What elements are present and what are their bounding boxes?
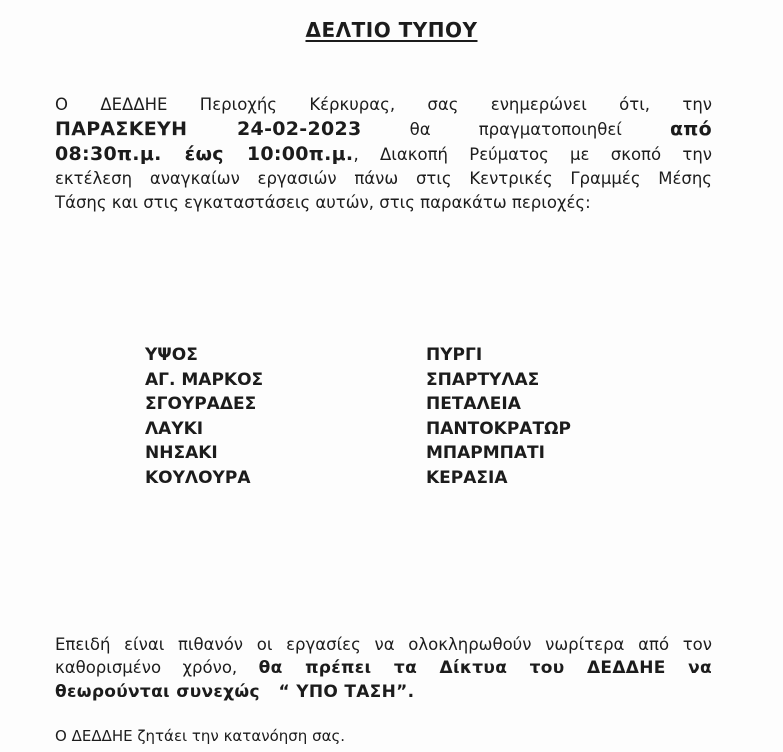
area-item: ΝΗΣΑΚΙ [145, 443, 218, 463]
closing-paragraph [55, 633, 712, 704]
outage-date: ΠΑΡΑΣΚΕΥΗ 24-02-2023 [55, 118, 362, 140]
areas-left-column [145, 343, 263, 490]
area-item: ΜΠΑΡΜΠΑΤΙ [426, 443, 545, 463]
closing-line-1: Επειδή είναι πιθανόν οι εργασίες να ολοκληρωθούν νωρίτερα από τον [55, 635, 712, 654]
outage-time: 08:30π.μ. έως 10:00π.μ. [55, 143, 354, 165]
area-item: ΥΨΟΣ [145, 345, 198, 365]
from-word: από [669, 118, 712, 140]
area-item: ΣΠΑΡΤΥΛΑΣ [426, 369, 540, 390]
live-network-warning: θα πρέπει τα Δίκτυα του ΔΕΔΔΗΕ να [258, 658, 713, 678]
area-item: ΛΑΥΚΙ [145, 418, 204, 439]
intro-line-4: εκτέλεση αναγκαίων εργασιών πάνω στις Κεντρικές Γραμμές Μέσης [55, 169, 712, 188]
intro-line-5: Τάσης και στις εγκαταστάσεις αυτών, στις παρακάτω περιοχές: [55, 193, 591, 212]
intro-paragraph [55, 93, 712, 215]
intro-line-3: 08:30π.μ. έως 10:00π.μ., Διακοπή Ρεύματος με σκοπό την [55, 143, 712, 165]
area-item: ΠΥΡΓΙ [426, 345, 483, 365]
areas-right-column [426, 343, 571, 490]
closing-line-2: καθορισμένο χρόνο, θα πρέπει τα Δίκτυα του ΔΕΔΔΗΕ να [55, 658, 713, 678]
intro-line-2: ΠΑΡΑΣΚΕΥΗ 24-02-2023 θα πραγματοποιηθεί από [55, 118, 712, 140]
area-item: ΠΕΤΑΛΕΙΑ [426, 394, 521, 414]
area-item: ΚΕΡΑΣΙΑ [426, 467, 508, 488]
area-item: ΠΑΝΤΟΚΡΑΤΩΡ [426, 418, 571, 439]
area-item: ΣΓΟΥΡΑΔΕΣ [145, 394, 257, 414]
area-item: ΑΓ. ΜΑΡΚΟΣ [145, 369, 264, 390]
area-item: ΚΟΥΛΟΥΡΑ [145, 467, 251, 488]
thanks-line: Ο ΔΕΔΔΗΕ ζητάει την κατανόηση σας. [55, 727, 346, 745]
intro-line-1: Ο ΔΕΔΔΗΕ Περιοχής Κέρκυρας, σας ενημερώνει ότι, την [55, 95, 712, 114]
document-title: ΔΕΛΤΙΟ ΤΥΠΟΥ [305, 18, 478, 42]
closing-line-3 [55, 680, 712, 704]
under-voltage-warning: θεωρούνται συνεχώς “ ΥΠΟ ΤΑΣΗ”. [55, 682, 415, 702]
